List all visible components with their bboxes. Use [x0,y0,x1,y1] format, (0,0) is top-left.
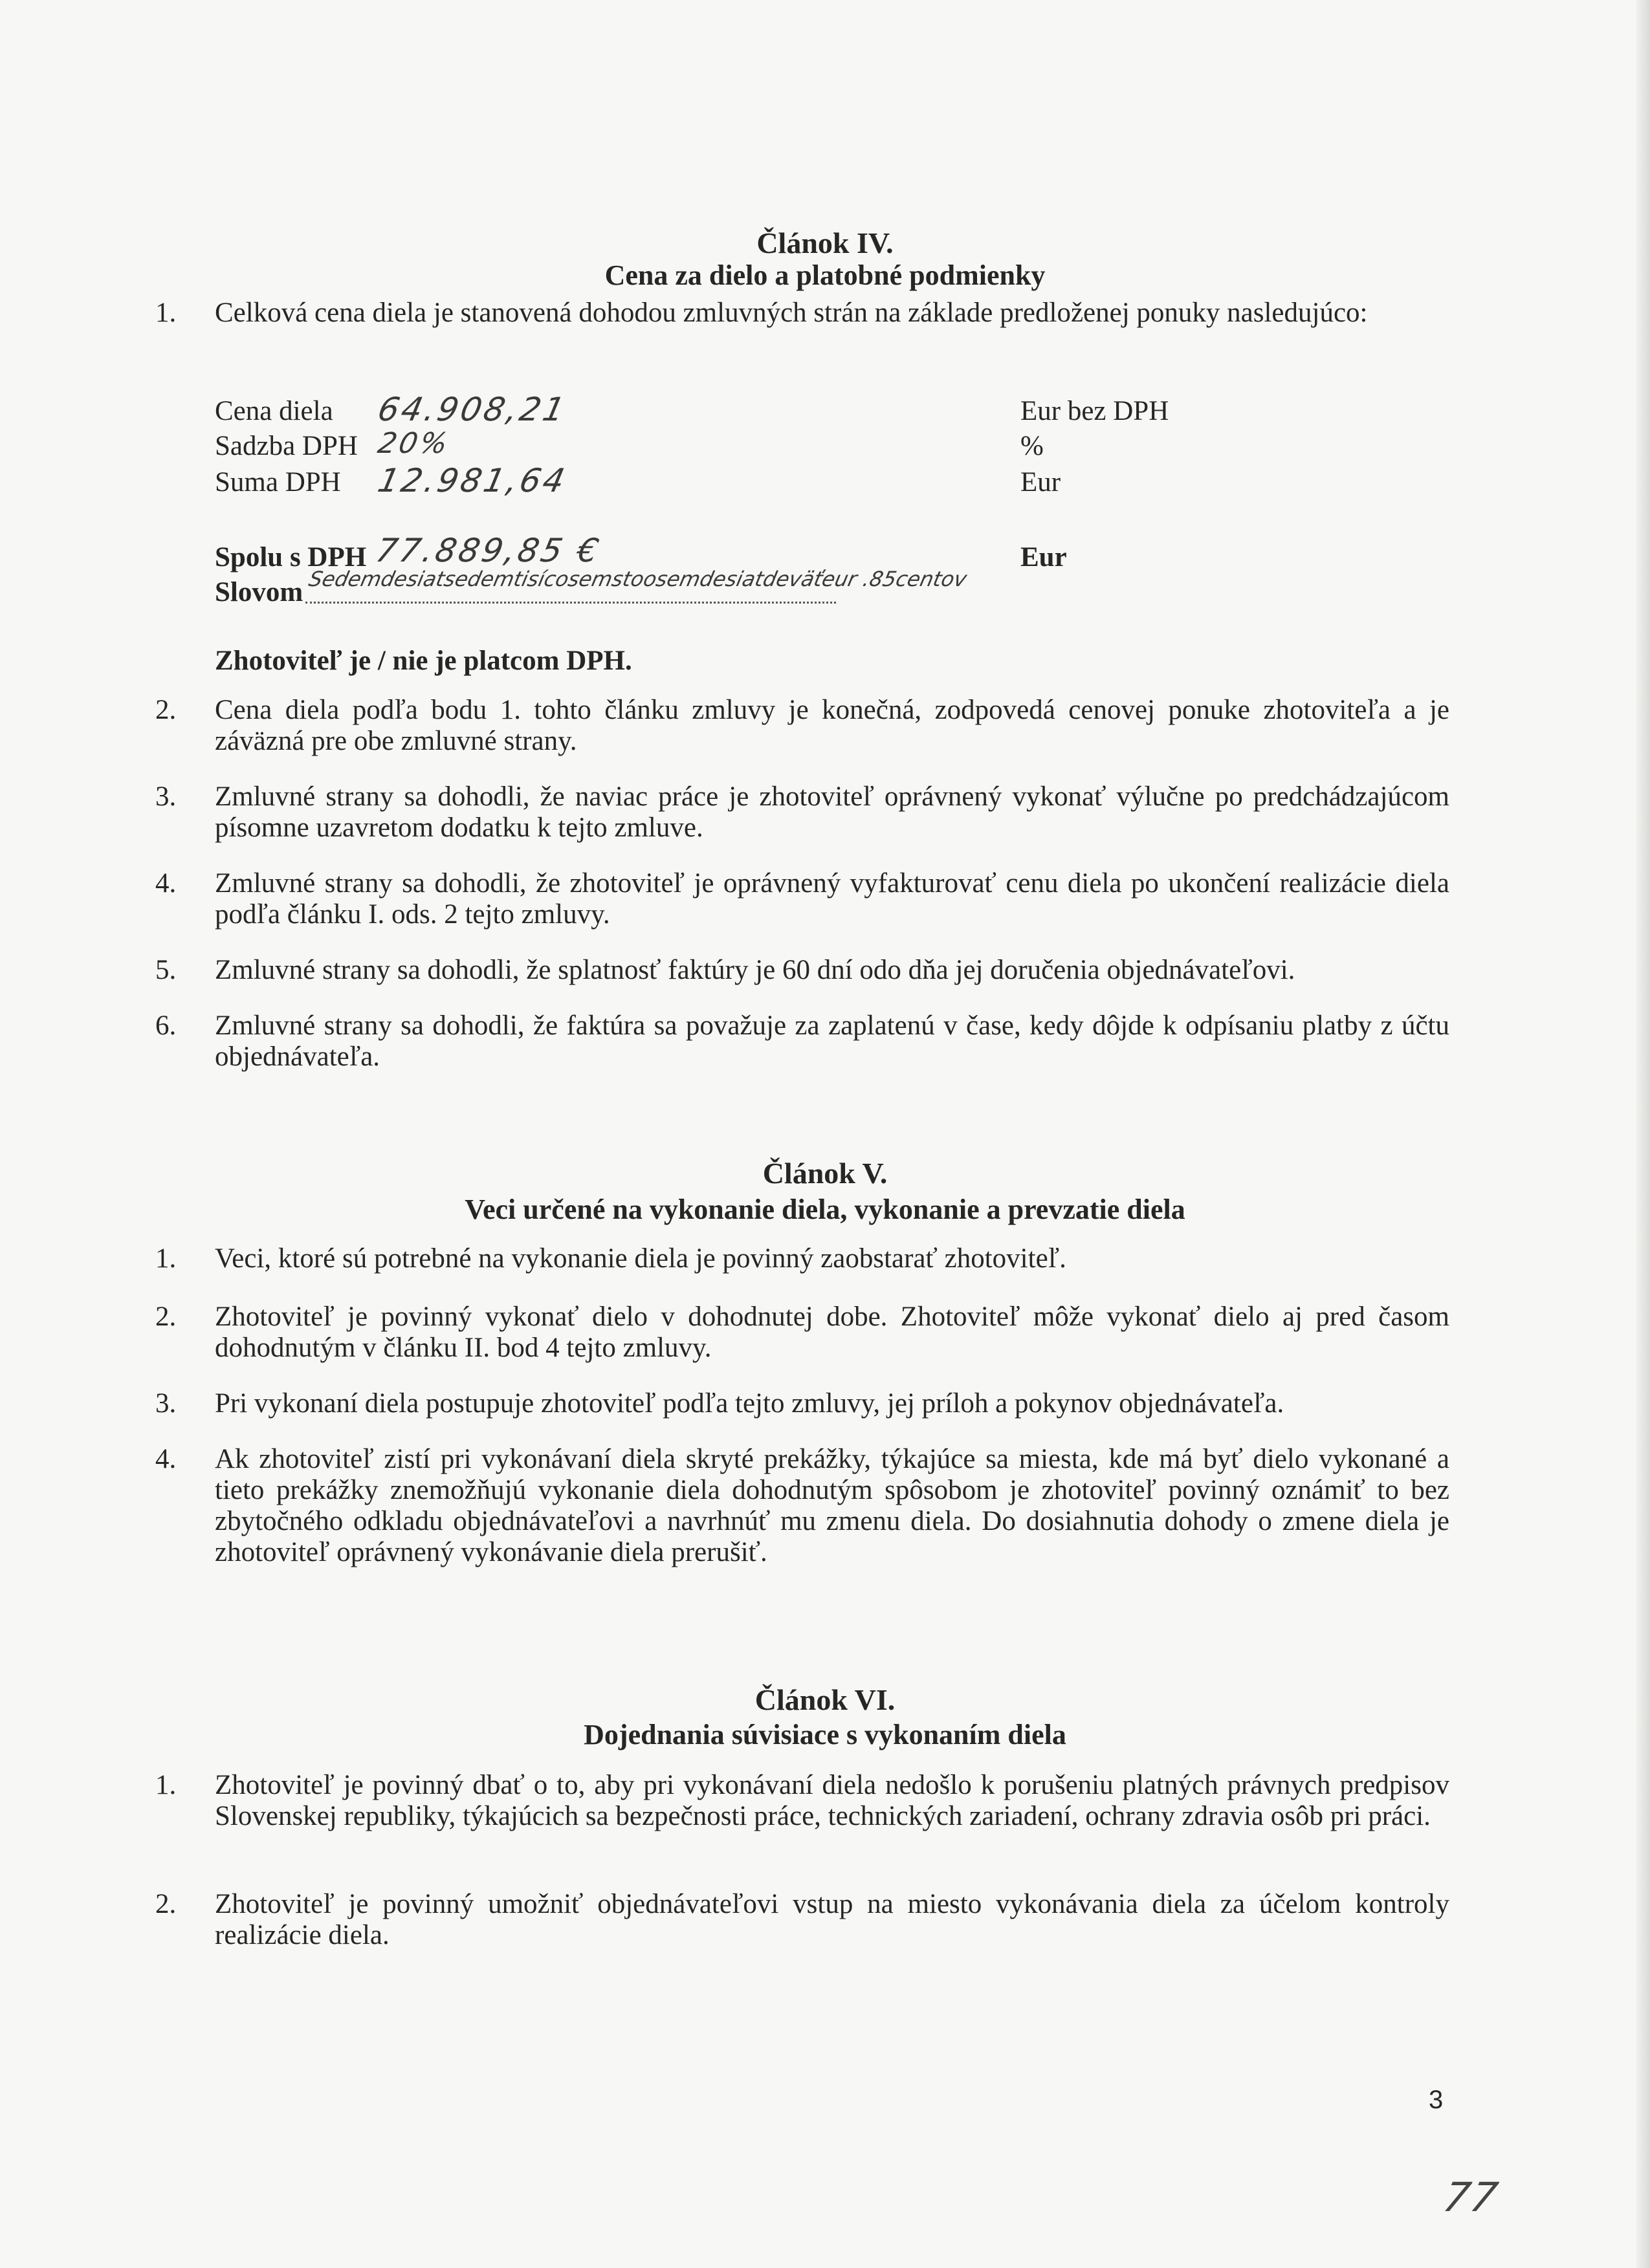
vat-rate-label: Sadzba DPH [215,431,358,461]
item-text: Zhotoviteľ je povinný umožniť objednávateľovi vstup na miesto vykonávania diela za účelom kontroly realizácie diela. [215,1889,1449,1950]
item-text: Zhotoviteľ je povinný vykonať dielo v dohodnutej dobe. Zhotoviteľ môže vykonať dielo aj pred časom dohodnutým v článku II. bod 4 tejto zmluvy. [215,1302,1449,1363]
vat-amount-label: Suma DPH [215,467,341,497]
total-label: Spolu s DPH [215,542,367,572]
item-text: Ak zhotoviteľ zistí pri vykonávaní diela skryté prekážky, týkajúce sa miesta, kde má byť dielo vykonané a tieto prekážky znemožňujú vykonanie diela dohodnutým spôsobom je zhotoviteľ povinný oznámiť to bez zbytočného odkladu objednávateľovi a navrhnúť mu zmenu diela. Do dosiahnutia dohody o zmene diela je zhotoviteľ oprávnený vykonávanie diela prerušiť. [215,1444,1449,1567]
item-number: 4. [155,1444,177,1474]
vat-amount-unit: Eur [1020,467,1061,497]
in-words-label: Slovom [215,577,303,607]
article-4-title: Článok IV. [756,226,894,259]
article-5-subtitle: Veci určené na vykonanie diela, vykonanie a prevzatie diela [465,1194,1185,1225]
item-text: Pri vykonaní diela postupuje zhotoviteľ podľa tejto zmluvy, jej príloh a pokynov objednávateľa. [215,1388,1284,1419]
item-number: 3. [155,781,177,812]
page-number: 3 [1429,2086,1444,2114]
item-text: Zmluvné strany sa dohodli, že faktúra sa považuje za zaplatenú v čase, kedy dôjde k odpísaniu platby z účtu objednávateľa. [215,1010,1449,1072]
item-number: 1. [155,298,177,328]
article-6-subtitle: Dojednania súvisiace s vykonaním diela [584,1719,1066,1750]
item-text: Celková cena diela je stanovená dohodou zmluvných strán na základe predloženej ponuky nasledujúco: [215,298,1368,328]
item-text: Zhotoviteľ je povinný dbať o to, aby pri vykonávaní diela nedošlo k porušeniu platných právnych predpisov Slovenskej republiky, týkajúcich sa bezpečnosti práce, technických zariadení, ochrany zdravia osôb pri práci. [215,1770,1449,1831]
item-number: 2. [155,695,177,725]
in-words-value-handwritten: Sedemdesiatsedemtisícosemstoosemdesiatdeväťeur .85centov [306,567,969,591]
article-4-subtitle: Cena za dielo a platobné podmienky [604,259,1046,291]
price-unit: Eur bez DPH [1020,396,1169,426]
item-number: 4. [155,868,177,899]
item-text: Zmluvné strany sa dohodli, že naviac práce je zhotoviteľ oprávnený vykonať výlučne po predchádzajúcom písomne uzavretom dodatku k tejto zmluve. [215,781,1449,843]
handwritten-folio-number: 77 [1439,2174,1503,2221]
item-text: Zmluvné strany sa dohodli, že splatnosť faktúry je 60 dní odo dňa jej doručenia objednávateľovi. [215,955,1295,985]
item-number: 2. [155,1302,177,1332]
price-value-handwritten: 64.908,21 [374,391,571,428]
item-number: 3. [155,1388,177,1419]
vat-rate-value-handwritten: 20% [375,427,454,460]
scan-edge-shadow [1636,0,1650,2268]
item-text: Zmluvné strany sa dohodli, že zhotoviteľ je oprávnený vyfakturovať cenu diela po ukončení realizácie diela podľa článku I. ods. 2 tejto zmluvy. [215,868,1449,930]
in-words-dotted-line [305,602,836,604]
total-value-handwritten: 77.889,85 € [372,532,605,569]
article-6-title: Článok VI. [754,1683,896,1716]
item-number: 6. [155,1010,177,1041]
vat-payer-note: Zhotoviteľ je / nie je platcom DPH. [215,646,632,676]
item-text: Cena diela podľa bodu 1. tohto článku zmluvy je konečná, zodpovedá cenovej ponuke zhotoviteľa a je záväzná pre obe zmluvné strany. [215,695,1449,756]
vat-amount-value-handwritten: 12.981,64 [374,462,571,499]
item-number: 5. [155,955,177,985]
price-label: Cena diela [215,396,333,426]
total-unit: Eur [1020,542,1067,572]
item-number: 2. [155,1889,177,1919]
item-number: 1. [155,1770,177,1800]
vat-rate-unit: % [1020,431,1044,461]
item-text: Veci, ktoré sú potrebné na vykonanie diela je povinný zaobstarať zhotoviteľ. [215,1243,1066,1274]
article-5-title: Článok V. [762,1157,888,1190]
item-number: 1. [155,1243,177,1274]
